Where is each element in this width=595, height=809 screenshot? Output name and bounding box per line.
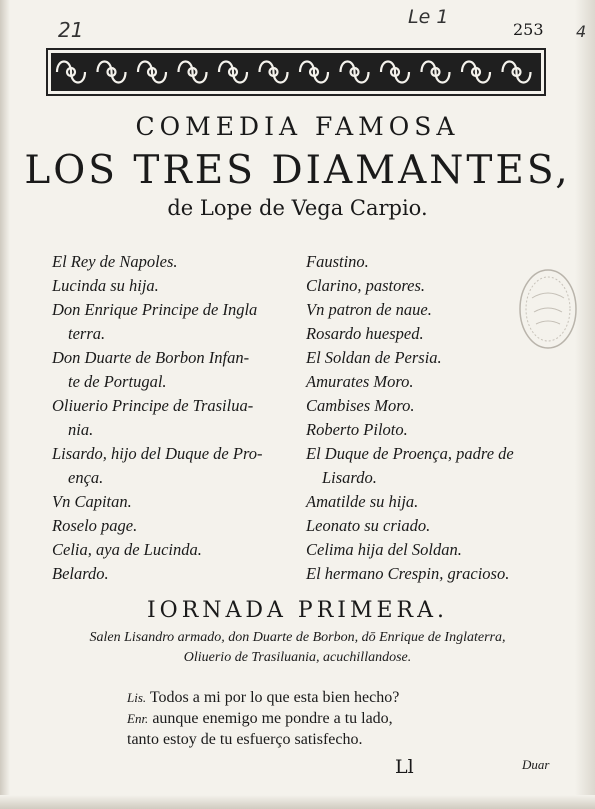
speaker-label: Lis. [127,690,147,705]
title-author: de Lope de Vega Carpio. [167,196,428,220]
cast-entry: Celima hija del Soldan. [306,540,462,559]
cast-entry: El Soldan de Persia. [306,348,442,367]
cast-list-left [52,250,263,586]
verse-line [127,731,362,749]
verse-text: Todos a mi por lo que esta bien hecho? [149,689,400,706]
catchword: Duar [522,757,550,772]
cast-entry: Cambises Moro. [306,396,415,415]
cast-entry: Vn Capitan. [52,492,132,511]
folio-number: 253 [513,20,544,39]
library-stamp [518,268,578,350]
cast-entry: Faustino. [306,252,369,271]
page-edge-bottom [0,795,595,809]
cast-entry: Oliuerio Principe de Trasilua- [52,396,254,415]
stage-direction: Salen Lisandro armado, don Duarte de Borbon, dō Enrique de Inglaterra, [89,630,506,645]
cast-list-right [306,250,514,586]
cast-entry: Lisardo. [322,468,377,487]
manuscript-note-right: 4 [576,22,587,41]
cast-entry: Celia, aya de Lucinda. [52,540,202,559]
cast-entry: Vn patron de naue. [306,300,432,319]
cast-entry: Amurates Moro. [306,372,414,391]
speaker-label: Enr. [127,711,149,726]
manuscript-note-left: 21 [58,18,84,42]
cast-entry: Leonato su criado. [306,516,431,535]
cast-entry: nia. [68,420,94,439]
verse-text: aunque enemigo me pondre a tu lado, [152,710,393,727]
manuscript-note-top: Le 1 [408,6,449,28]
act-heading: IORNADA PRIMERA. [146,598,449,623]
cast-entry: Clarino, pastores. [306,276,426,295]
cast-entry: Lisardo, hijo del Duque de Pro- [52,444,263,463]
cast-entry: terra. [68,324,106,343]
cast-entry: Belardo. [52,564,109,583]
verse-text: tanto estoy de tu esfuerço satisfecho. [127,731,363,748]
cast-entry: te de Portugal. [68,372,167,391]
signature-mark: Ll [395,756,414,778]
title-main: LOS TRES DIAMANTES, [24,148,571,193]
cast-entry: Roselo page. [52,516,138,535]
stage-direction: Oliuerio de Trasiluania, acuchillandose. [183,650,412,665]
cast-entry: El Duque de Proença, padre de [306,444,514,463]
cast-entry: El hermano Crespin, gracioso. [306,564,510,583]
cast-entry: ença. [68,468,104,487]
cast-entry: Lucinda su hija. [52,276,159,295]
cast-entry: Roberto Piloto. [306,420,408,439]
title-comedia: COMEDIA FAMOSA [135,112,460,141]
cast-entry: Don Duarte de Borbon Infan- [52,348,250,367]
verse-line [127,710,393,728]
cast-entry: Rosardo huesped. [306,324,424,343]
cast-entry: Don Enrique Principe de Ingla [52,300,258,319]
ornament-band [46,48,546,96]
cast-entry: Amatilde su hija. [306,492,419,511]
verse-line [127,689,399,707]
cast-entry: El Rey de Napoles. [52,252,178,271]
